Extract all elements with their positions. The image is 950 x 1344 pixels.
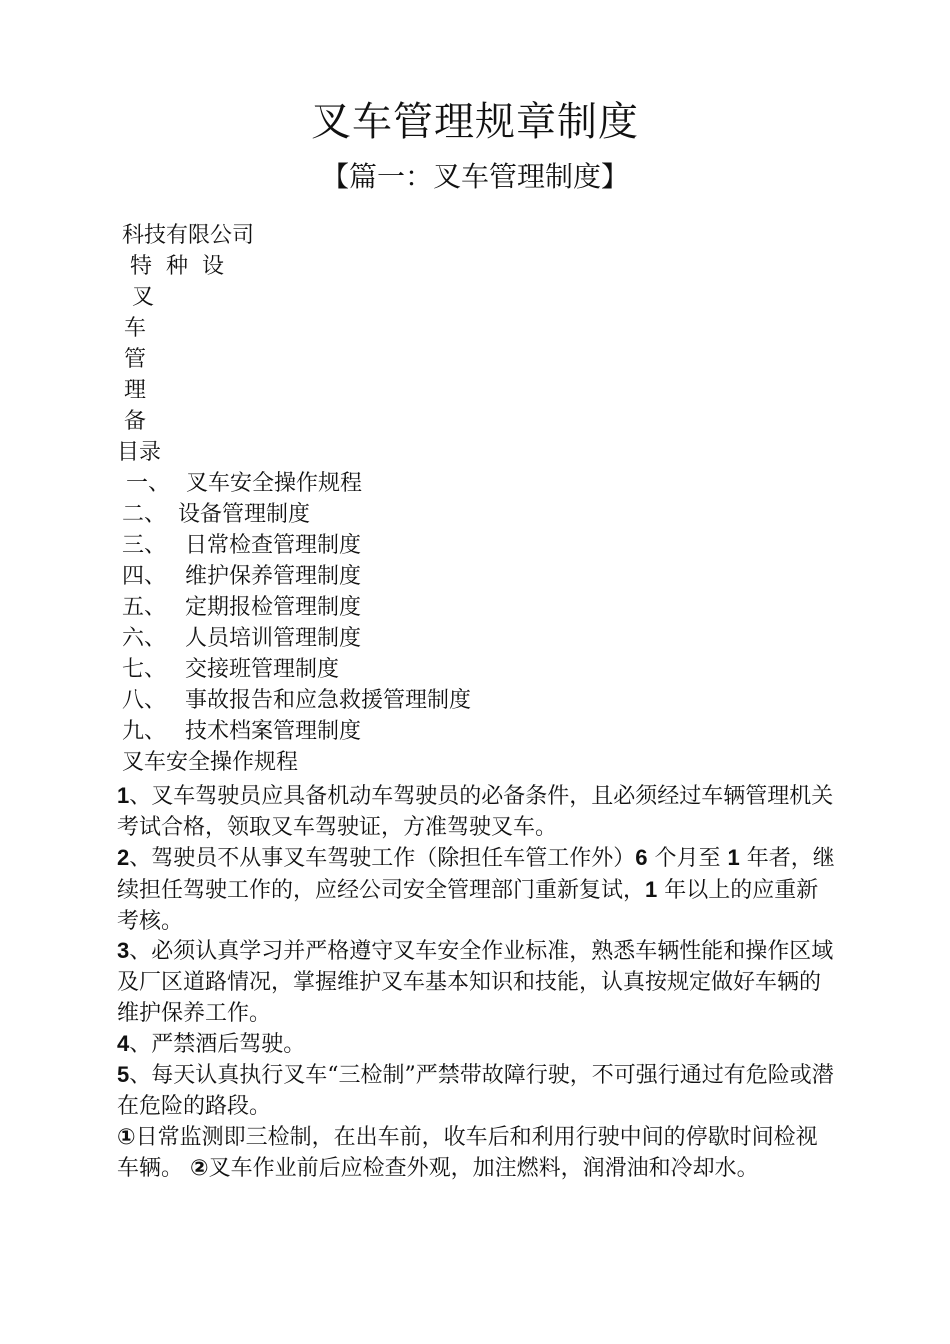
toc-item-label: 技术档案管理制度 — [185, 719, 362, 744]
toc-item-label: 叉车安全操作规程 — [186, 471, 363, 496]
toc-item-label: 设备管理制度 — [178, 502, 311, 527]
section-heading: 叉车安全操作规程 — [122, 750, 299, 775]
toc-item-number: 六、 — [122, 626, 167, 651]
circled-number: ① — [117, 1125, 136, 1150]
rule-paragraph-6 — [117, 1122, 837, 1184]
rule-paragraph-3 — [117, 935, 837, 1029]
rule-number: 2 — [117, 845, 130, 870]
toc-item-number: 四、 — [122, 564, 167, 589]
rule-number: 1 — [117, 783, 130, 808]
document-subtitle: 【篇一：叉车管理制度】 — [320, 160, 629, 193]
toc-item — [122, 686, 471, 716]
circled-number: ② — [190, 1156, 209, 1181]
special-equipment-line: 特 种 设 — [130, 254, 224, 279]
rule-text: 、每天认真执行叉车“三检制”严禁带故障行驶，不可强行通过有危险或潜在危险的路段。 — [117, 1063, 834, 1119]
document-title: 叉车管理规章制度 — [311, 99, 639, 145]
toc-item — [122, 500, 310, 530]
toc-item-number: 一、 — [126, 471, 171, 496]
toc-item-label: 人员培训管理制度 — [185, 626, 362, 651]
rule-number: 4 — [117, 1031, 130, 1056]
toc-item — [122, 624, 361, 654]
rule-text: 、严禁酒后驾驶。 — [129, 1032, 306, 1057]
rule-number: 3 — [117, 938, 130, 963]
toc-item — [122, 717, 361, 747]
vertical-char: 叉 — [132, 285, 155, 310]
rule-paragraph-2 — [117, 842, 837, 937]
rule-text: 、必须认真学习并严格遵守叉车安全作业标准，熟悉车辆性能和操作区域及厂区道路情况，掌握维护叉车基本知识和技能，认真按规定做好车辆的维护保养工作。 — [117, 939, 834, 1026]
vertical-char: 备 — [124, 409, 147, 434]
rule-paragraph-5 — [117, 1059, 837, 1122]
rule-text: 、驾驶员不从事叉车驾驶工作（除担任车管工作外） — [129, 846, 636, 871]
vertical-char: 管 — [124, 347, 147, 372]
toc-item-label: 定期报检管理制度 — [185, 595, 362, 620]
rule-number: 5 — [117, 1062, 130, 1087]
company-name: 科技有限公司 — [122, 223, 255, 248]
toc-item-number: 九、 — [122, 719, 167, 744]
toc-item-number: 八、 — [122, 688, 167, 713]
toc-item — [122, 593, 361, 623]
toc-item-number: 五、 — [122, 595, 167, 620]
rule-text: 个月至 — [647, 846, 728, 871]
inline-number: 1 — [645, 877, 658, 902]
rule-text: 、叉车驾驶员应具备机动车驾驶员的必备条件，且必须经过车辆管理机关考试合格，领取叉车驾驶证，方准驾驶叉车。 — [117, 784, 834, 840]
vertical-char: 车 — [124, 316, 147, 341]
toc-item — [122, 562, 361, 592]
rule-text: 年以上的应重新考核。 — [117, 878, 819, 934]
rule-paragraph-4 — [117, 1028, 837, 1060]
toc-item-label: 维护保养管理制度 — [185, 564, 362, 589]
vertical-char: 理 — [124, 378, 147, 403]
rule-text: 年者，继续担任驾驶工作的，应经公司安全管理部门重新复试， — [117, 846, 835, 903]
toc-item — [122, 531, 361, 561]
toc-heading: 目录 — [117, 440, 162, 465]
toc-item — [122, 655, 339, 685]
toc-item-label: 日常检查管理制度 — [185, 533, 362, 558]
toc-item-number: 二、 — [122, 502, 167, 527]
inline-number: 1 — [727, 845, 740, 870]
inline-number: 6 — [635, 845, 648, 870]
rule-text: 叉车作业前后应检查外观，加注燃料，润滑油和冷却水。 — [208, 1156, 759, 1181]
toc-item-label: 事故报告和应急救援管理制度 — [185, 688, 472, 713]
toc-item-number: 七、 — [122, 657, 167, 682]
toc-item-number: 三、 — [122, 533, 167, 558]
toc-item — [126, 469, 362, 499]
rule-paragraph-1 — [117, 780, 837, 843]
rule-text: 日常监测即三检制，在出车前，收车后和利用行驶中间的停歇时间检视车辆。 — [117, 1125, 818, 1181]
toc-item-label: 交接班管理制度 — [185, 657, 340, 682]
